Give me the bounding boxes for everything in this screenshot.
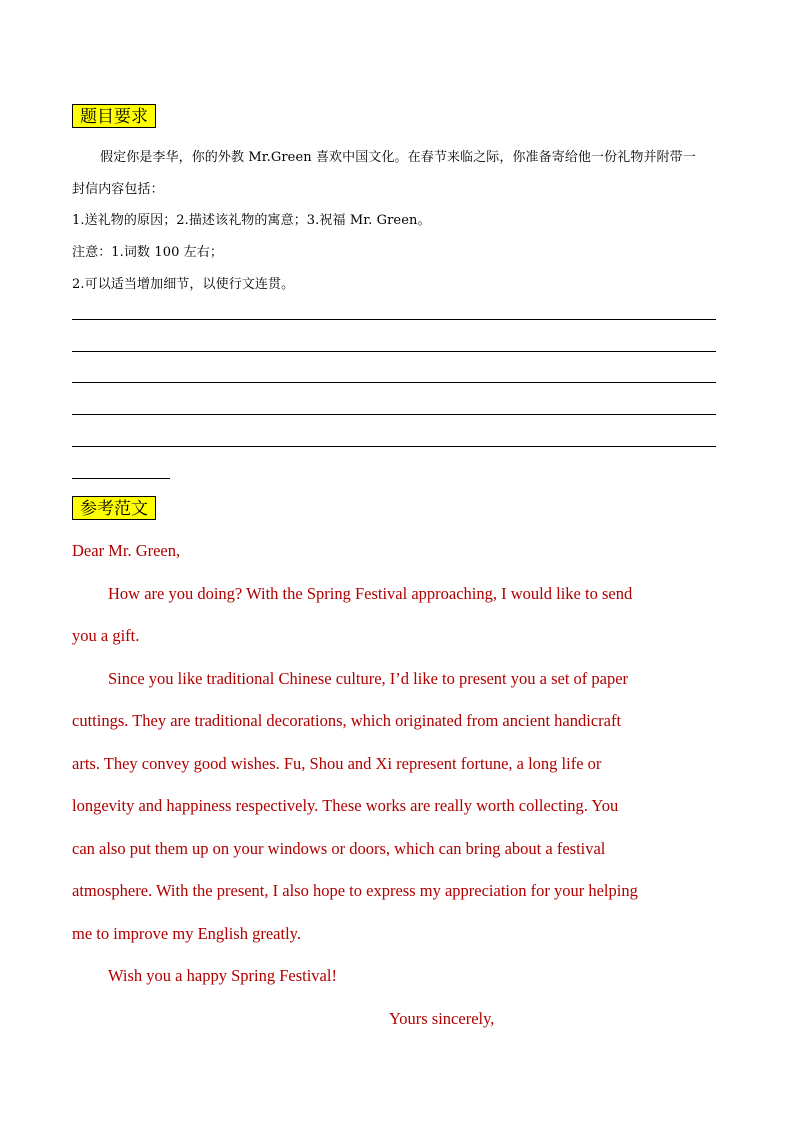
essay-line-7: can also put them up on your windows or doors, which can bring about a festival bbox=[72, 839, 606, 858]
essay-line-3: Since you like traditional Chinese culture, I’d like to present you a set of paper bbox=[108, 669, 629, 688]
prompt-line-4: 注意：1.词数 100 左右； bbox=[72, 245, 223, 260]
prompt-line-1: 假定你是李华，你的外教 Mr.Green 喜欢中国文化。在春节来临之际，你准备寄给他一份礼物并附带一 bbox=[100, 150, 696, 165]
essay-line-5: arts. They convey good wishes. Fu, Shou and Xi represent fortune, a long life or bbox=[72, 754, 602, 773]
answer-line bbox=[72, 319, 716, 320]
essay-line-8: atmosphere. With the present, I also hope to express my appreciation for your helping bbox=[72, 881, 638, 900]
answer-line bbox=[72, 414, 716, 415]
essay-line-1: How are you doing? With the Spring Festival approaching, I would like to send bbox=[108, 584, 633, 603]
prompt-line-3: 1.送礼物的原因；2.描述该礼物的寓意；3.祝福 Mr. Green。 bbox=[72, 213, 431, 228]
requirements-tag: 题目要求 bbox=[72, 104, 156, 128]
sample-essay-tag: 参考范文 bbox=[72, 496, 156, 520]
answer-line bbox=[72, 446, 716, 447]
prompt-line-2: 封信内容包括： bbox=[72, 182, 164, 197]
essay-line-2: you a gift. bbox=[72, 626, 140, 645]
essay-line-4: cuttings. They are traditional decorations, which originated from ancient handicraft bbox=[72, 711, 622, 730]
essay-closing: Yours sincerely, bbox=[389, 1009, 495, 1028]
answer-line bbox=[72, 351, 716, 352]
answer-line bbox=[72, 478, 170, 479]
essay-line-10: Wish you a happy Spring Festival! bbox=[108, 966, 337, 985]
essay-line-6: longevity and happiness respectively. These works are really worth collecting. You bbox=[72, 796, 619, 815]
essay-line-9: me to improve my English greatly. bbox=[72, 924, 301, 943]
essay-salutation: Dear Mr. Green, bbox=[72, 541, 181, 560]
answer-line bbox=[72, 382, 716, 383]
prompt-line-5: 2.可以适当增加细节，以使行文连贯。 bbox=[72, 277, 295, 292]
